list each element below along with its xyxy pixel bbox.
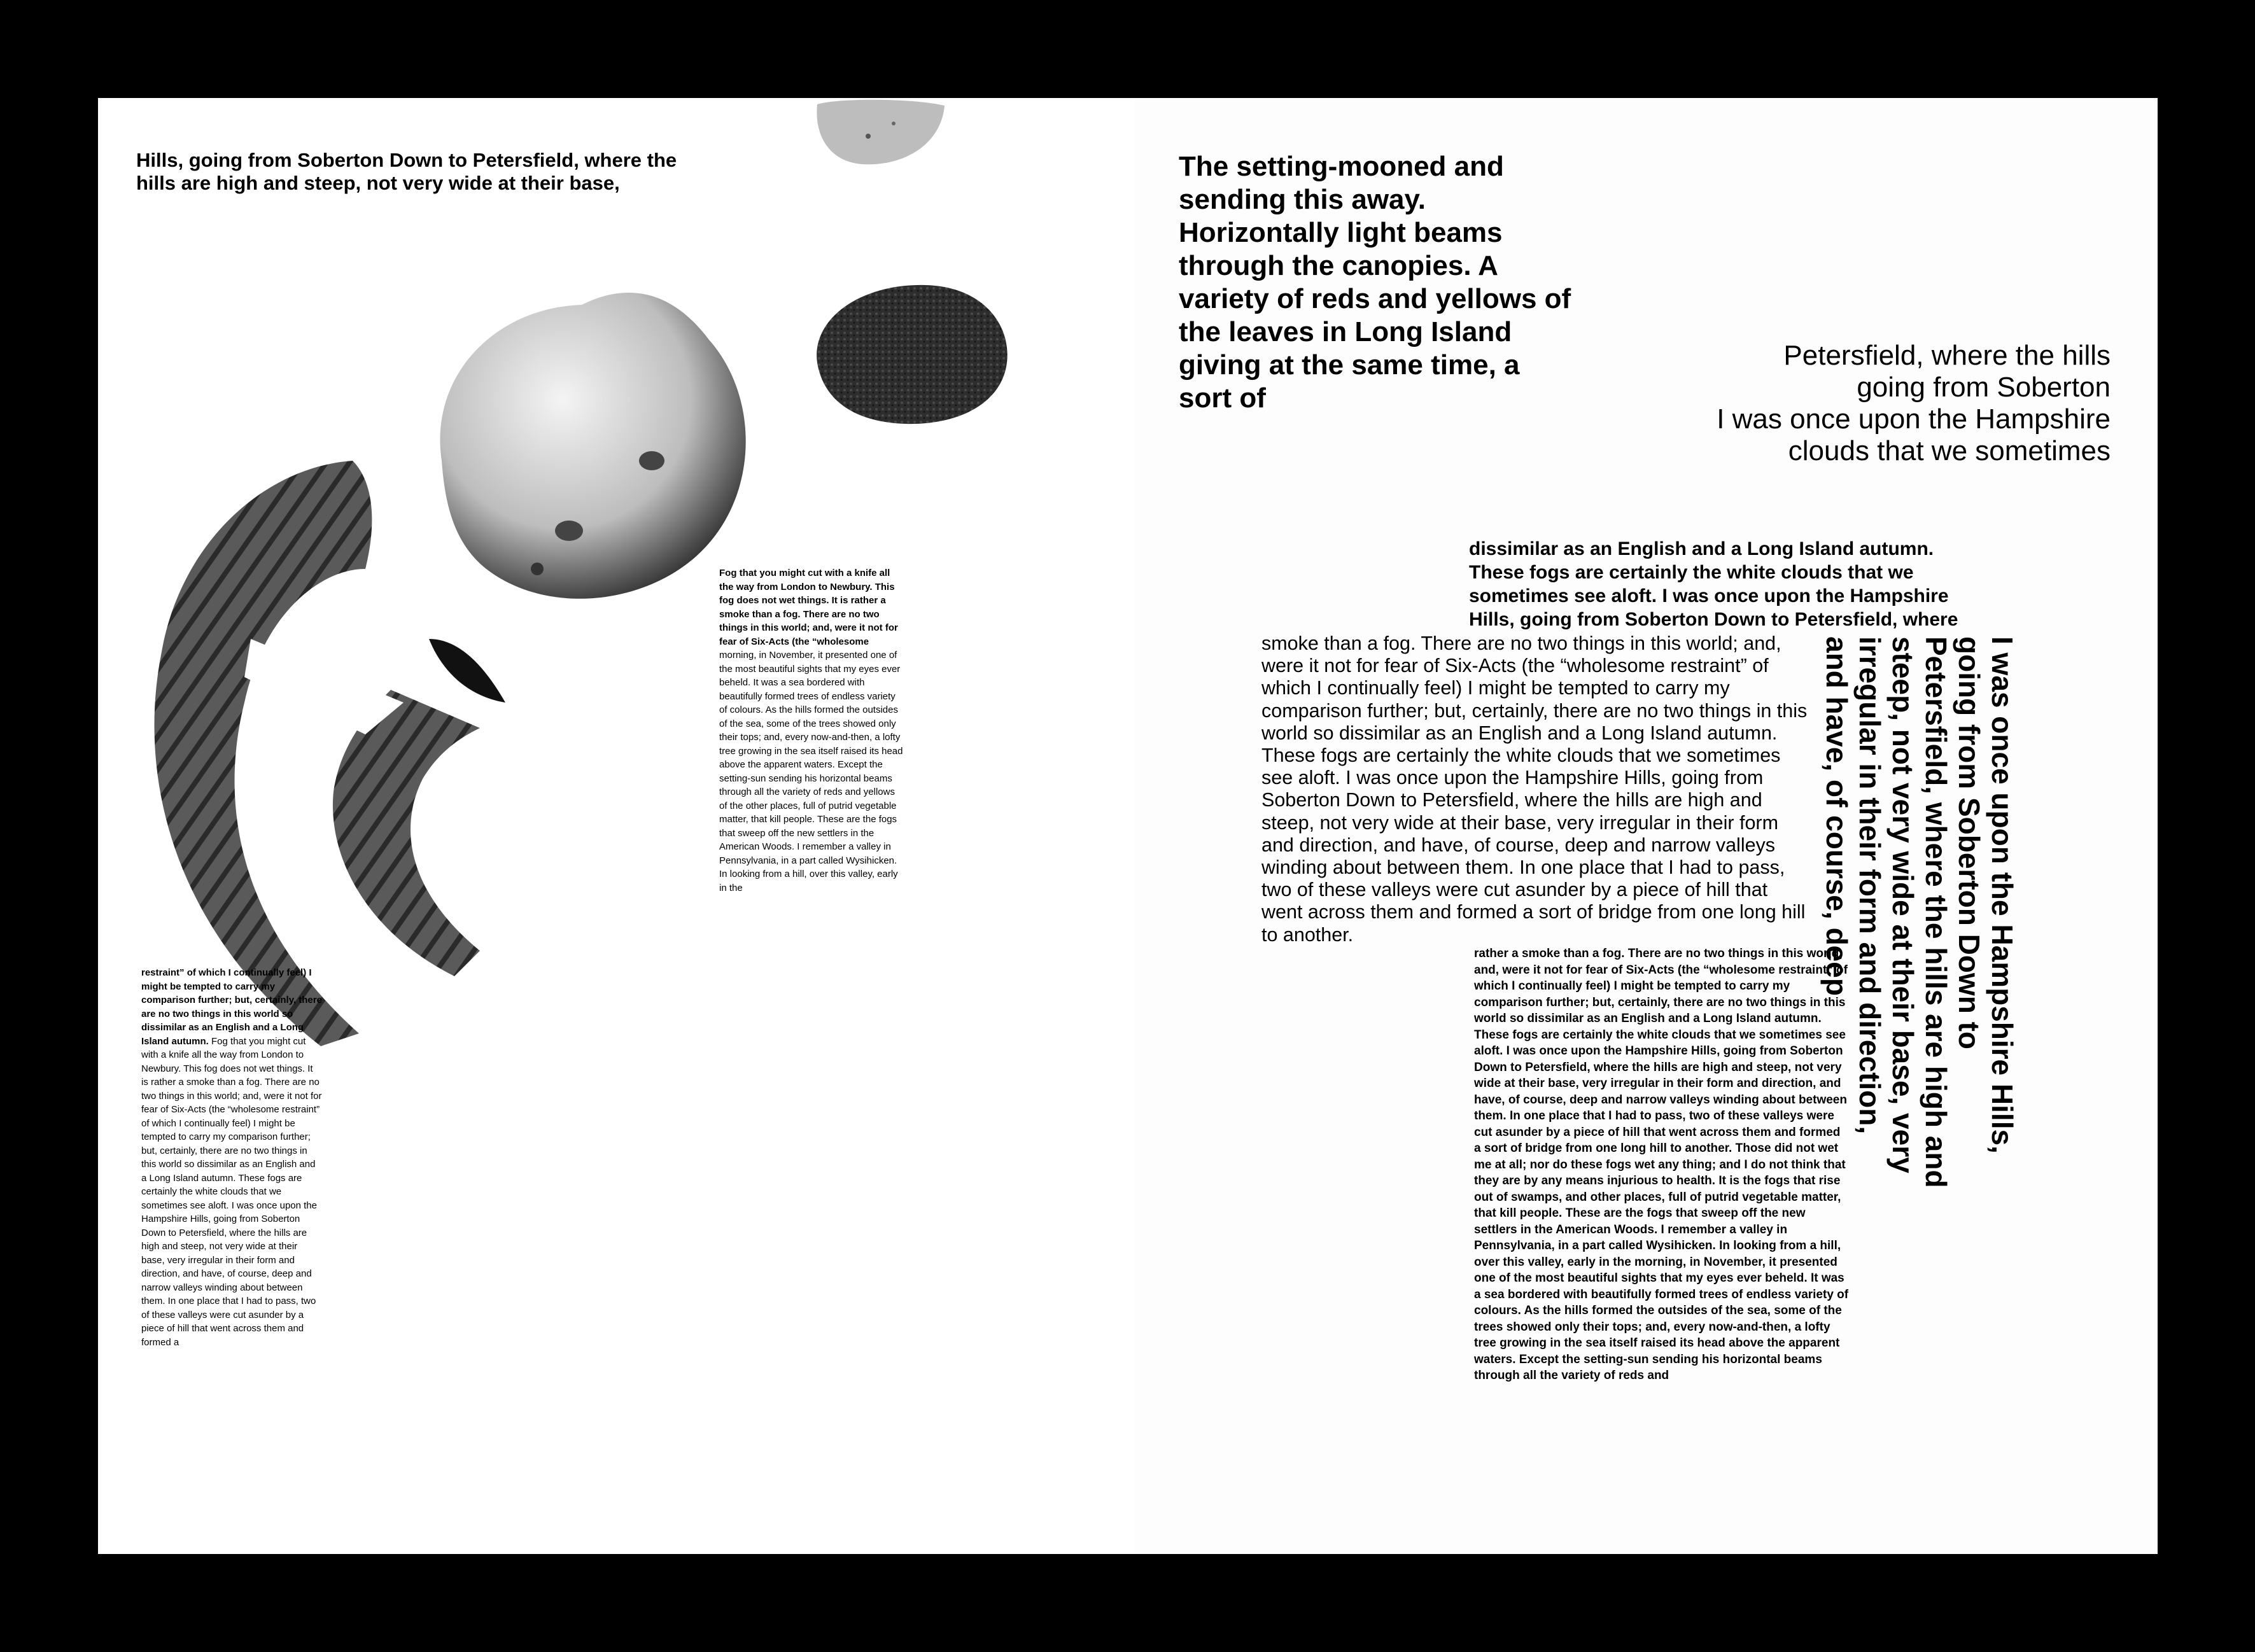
lower-bold-column: rather a smoke than a fog. There are no two things in this world; and, were it not for fear of Six-Acts (the “wholesome restraint” of which I continually feel) I might be tempted to carry my comparison further; but, certainly, there are no two things in this world so dissimilar as an English and a Long Island autumn. These fogs are certainly the white clouds that we sometimes see aloft. I was once upon the Hampshire Hills, going from Soberton Down to Petersfield, where the hills are high and steep, not very wide at their base, very irregular in their form and direction, and have, of course, deep and narrow valleys winding about between them. In one place that I had to pass, two of these valleys were cut asunder by a piece of hill that went across them and formed a sort of bridge from one long hill to another. Those did not wet me at all; nor do these fogs wet any thing; and I do not think that they are by any means injurious to health. It is the fogs that rise out of swamps, and other places, full of putrid vegetable matter, that kill people. These are the fogs that sweep off the new settlers in the American Woods. I remember a valley in Pennsylvania, in a part called Wysihicken. In looking from a hill, over this valley, early in the morning, in November, it presented one of the most beautiful sights that my eyes ever beheld. It was a sea bordered with beautifully formed trees of endless variety of colours. As the hills formed the outsides of the sea, some of the trees showed only their tops; and, every now-and-then, a lofty tree growing in the sea itself raised its head above the apparent waters. Except the setting-sun sending his horizontal beams through all the variety of reds and <box>1474 947 1849 1382</box>
textured-oval-image <box>804 280 1013 428</box>
left-page-heading: Hills, going from Soberton Down to Petersfield, where the hills are high and steep, not very wide at their base, <box>136 149 677 194</box>
left-small-column-bold: Fog that you might cut with a knife all the way from London to Newbury. This fog does not wet things. It is rather a smoke than a fog. There are no two things in this world; and, were it not for fear of Six-Acts (the “wholesome <box>719 568 898 647</box>
vertical-text-column: I was once upon the Hampshire Hills, going from Soberton Down to Petersfield, where the hills are high and steep, not very wide at their base, very irregular in their form and direction, and have, of course, deep <box>1820 636 2019 1188</box>
right-aligned-lines <box>1589 340 2111 467</box>
right-page <box>1134 98 2158 1554</box>
right-line: going from Soberton <box>1857 372 2111 403</box>
magazine-spread <box>98 98 2158 1554</box>
left-small-column <box>719 566 904 895</box>
left-page <box>98 98 1134 1554</box>
right-line: Petersfield, where the hills <box>1783 340 2111 371</box>
right-line: I was once upon the Hampshire <box>1717 403 2111 435</box>
right-line: clouds that we sometimes <box>1788 435 2111 466</box>
left-bottom-column-regular: Fog that you might cut with a knife all the way from London to Newbury. This fog does not wet things. It is rather a smoke than a fog. There are no two things in this world; and, were it not for fear of Six-Acts (the “wholesome restraint” of which I continually feel) I might be tempted to carry my comparison further; but, certainly, there are no two things in this world so dissimilar as an English and a Long Island autumn. These fogs are certainly the white clouds that we sometimes see aloft. I was once upon the Hampshire Hills, going from Soberton Down to Petersfield, where the hills are high and steep, not very wide at their base, very irregular in their form and direction, and have, of course, deep and narrow valleys winding about between them. In one place that I had to pass, two of these valleys were cut asunder by a piece of hill that went across them and formed a <box>141 1035 322 1348</box>
left-bottom-column-bold: restraint” of which I continually feel) I might be tempted to carry my comparison further; but, certainly, there are no two things in this world so dissimilar as an English and a Long Island autumn. <box>141 967 322 1047</box>
left-small-column-regular: morning, in November, it presented one of the most beautiful sights that my eyes ever beheld. It was a sea bordered with beautifully formed trees of endless variety of colours. As the hills formed the outsides of the sea, some of the trees showed only their tops; and, every now-and-then, a lofty tree growing in the sea itself raised its head above the apparent waters. Except the setting-sun sending his horizontal beams through all the variety of reds and yellows of the other places, full of putrid vegetable matter, that kill people. These are the fogs that sweep off the new settlers in the American Woods. I remember a valley in Pennsylvania, in a part called Wysihicken. In looking from a hill, over this valley, early in the <box>719 650 903 893</box>
left-bottom-column <box>141 966 322 1349</box>
right-page-heading: The setting-mooned and sending this away. Horizontally light beams through the canopies. A variety of reds and yellows of the leaves in Long Island giving at the same time, a sort of <box>1179 151 1571 414</box>
middle-bold-paragraph: dissimilar as an English and a Long Island autumn. These fogs are certainly the white clouds that we sometimes see aloft. I was once upon the Hampshire Hills, going from Soberton Down to Petersfield, where <box>1469 538 1958 630</box>
main-paragraph: smoke than a fog. There are no two things in this world; and, were it not for fear of Six-Acts (the “wholesome restraint” of which I continually feel) I might be tempted to carry my comparison further; but, certainly, there are no two things in this world so dissimilar as an English and a Long Island autumn. These fogs are certainly the white clouds that we sometimes see aloft. I was once upon the Hampshire Hills, going from Soberton Down to Petersfield, where the hills are high and steep, not very wide at their base, very irregular in their form and direction, and have, of course, deep and narrow valleys winding about between them. In one place that I had to pass, two of these valleys were cut asunder by a piece of hill that went across them and formed a sort of bridge from one long hill to another. <box>1261 633 1808 946</box>
rock-fragment-image <box>811 98 951 169</box>
